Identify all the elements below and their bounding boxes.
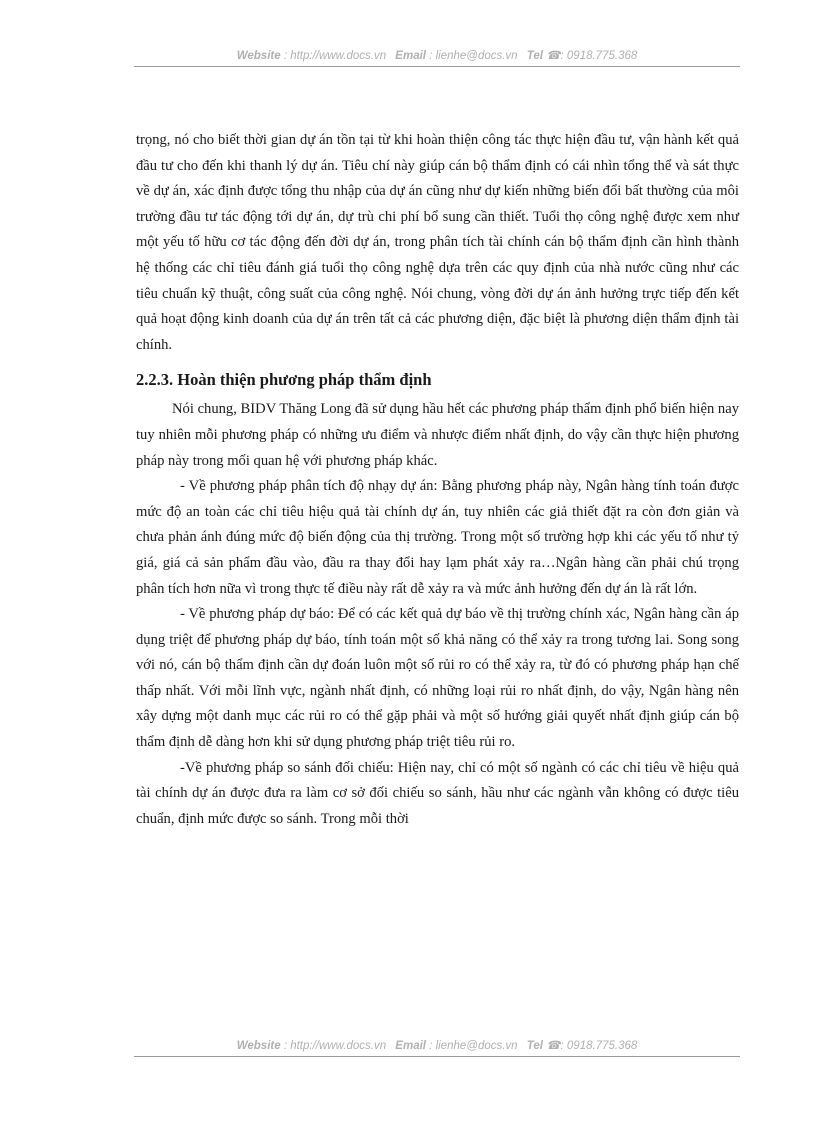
header-website-url[interactable]: : http://www.docs.vn: [283, 50, 387, 62]
header-tel-value: ☎: 0918.775.368: [546, 50, 638, 62]
body-paragraph-1: trọng, nó cho biết thời gian dự án tồn tại từ khi hoàn thiện công tác thực hiện đầu tư, vận hành kết quả đầu tư cho đến khi thanh lý dự án. Tiêu chí này giúp cán bộ thẩm định có cái nhìn tổng thể và sát thực về dự án, xác định được tổng thu nhập của dự án cũng như dự kiến những biến đổi bất thường của môi trường đầu tư tác động tới dự án, dự trù chi phí bổ sung cần thiết. Tuổi thọ công nghệ được xem như một yếu tố hữu cơ tác động đến đời dự án, trong phân tích tài chính cán bộ thẩm định cần hình thành hệ thống các chỉ tiêu đánh giá tuổi thọ công nghệ dựa trên các quy định của nhà nước cũng như các tiêu chuẩn kỹ thuật, công suất của công nghệ. Nói chung, vòng đời dự án ảnh hưởng trực tiếp đến kết quả hoạt động kinh doanh của dự án trên tất cả các phương diện, đặc biệt là phương diện thẩm định tài chính.: [136, 132, 739, 353]
body-paragraph-5: -Về phương pháp so sánh đối chiếu: Hiện nay, chỉ có một số ngành có các chỉ tiêu về hiệu quả tài chính dự án được đưa ra làm cơ sở đối chiếu so sánh, hầu như các ngành vẫn không có được tiêu chuẩn, định mức được so sánh. Trong mỗi thời: [136, 759, 739, 827]
header-tel-label: Tel: [526, 50, 543, 62]
body-paragraph-3: - Về phương pháp phân tích độ nhạy dự án: Bằng phương pháp này, Ngân hàng tính toán được mức độ an toàn các chỉ tiêu hiệu quả tài chính dự án, tuy nhiên các giả thiết đặt ra còn đơn giản và chưa phản ánh đúng mức độ biến động của thị trường. Trong một số trường hợp khi các yếu tố như tỷ giá, giá cả sản phẩm đầu vào, đầu ra thay đổi hay lạm phát xảy ra…Ngân hàng cần phải chú trọng phân tích hơn nữa vì trong thực tế điều này rất dễ xảy ra và mức ảnh hưởng đến dự án là rất lớn.: [136, 478, 739, 597]
section-heading: 2.2.3. Hoàn thiện phương pháp thẩm định: [136, 370, 432, 390]
page-footer: [134, 1038, 740, 1057]
header-email-label: Email: [395, 50, 426, 62]
page-header: [134, 48, 740, 67]
footer-tel-value: ☎: 0918.775.368: [546, 1040, 638, 1052]
body-paragraph-4: - Về phương pháp dự báo: Để có các kết quả dự báo về thị trường chính xác, Ngân hàng cần áp dụng triệt để phương pháp dự báo, tính toán một số khả năng có thể xảy ra trong tương lai. Song song với nó, cán bộ thẩm định cần dự đoán luôn một số rủi ro có thể xảy ra, từ đó có phương pháp hạn chế thấp nhất. Với mỗi lĩnh vực, ngành nhất định, có những loại rủi ro nhất định, do vậy, Ngân hàng nên xây dựng một danh mục các rủi ro có thể gặp phải và một số hướng giải quyết nhất định giúp cán bộ thẩm định dễ dàng hơn khi sử dụng phương pháp triệt tiêu rủi ro.: [136, 606, 739, 751]
page-content: [136, 128, 739, 832]
footer-website-url[interactable]: : http://www.docs.vn: [283, 1040, 387, 1052]
footer-email-value[interactable]: : lienhe@docs.vn: [429, 1040, 518, 1052]
body-paragraph-2: Nói chung, BIDV Thăng Long đã sử dụng hầu hết các phương pháp thẩm định phổ biến hiện nay tuy nhiên mỗi phương pháp có những ưu điểm và nhược điểm nhất định, do vậy cần thực hiện phương pháp này trong mối quan hệ với phương pháp khác.: [136, 401, 739, 469]
header-website-label: Website: [236, 50, 281, 62]
header-email-value[interactable]: : lienhe@docs.vn: [429, 50, 518, 62]
footer-website-label: Website: [236, 1040, 281, 1052]
footer-tel-label: Tel: [526, 1040, 543, 1052]
footer-email-label: Email: [395, 1040, 426, 1052]
